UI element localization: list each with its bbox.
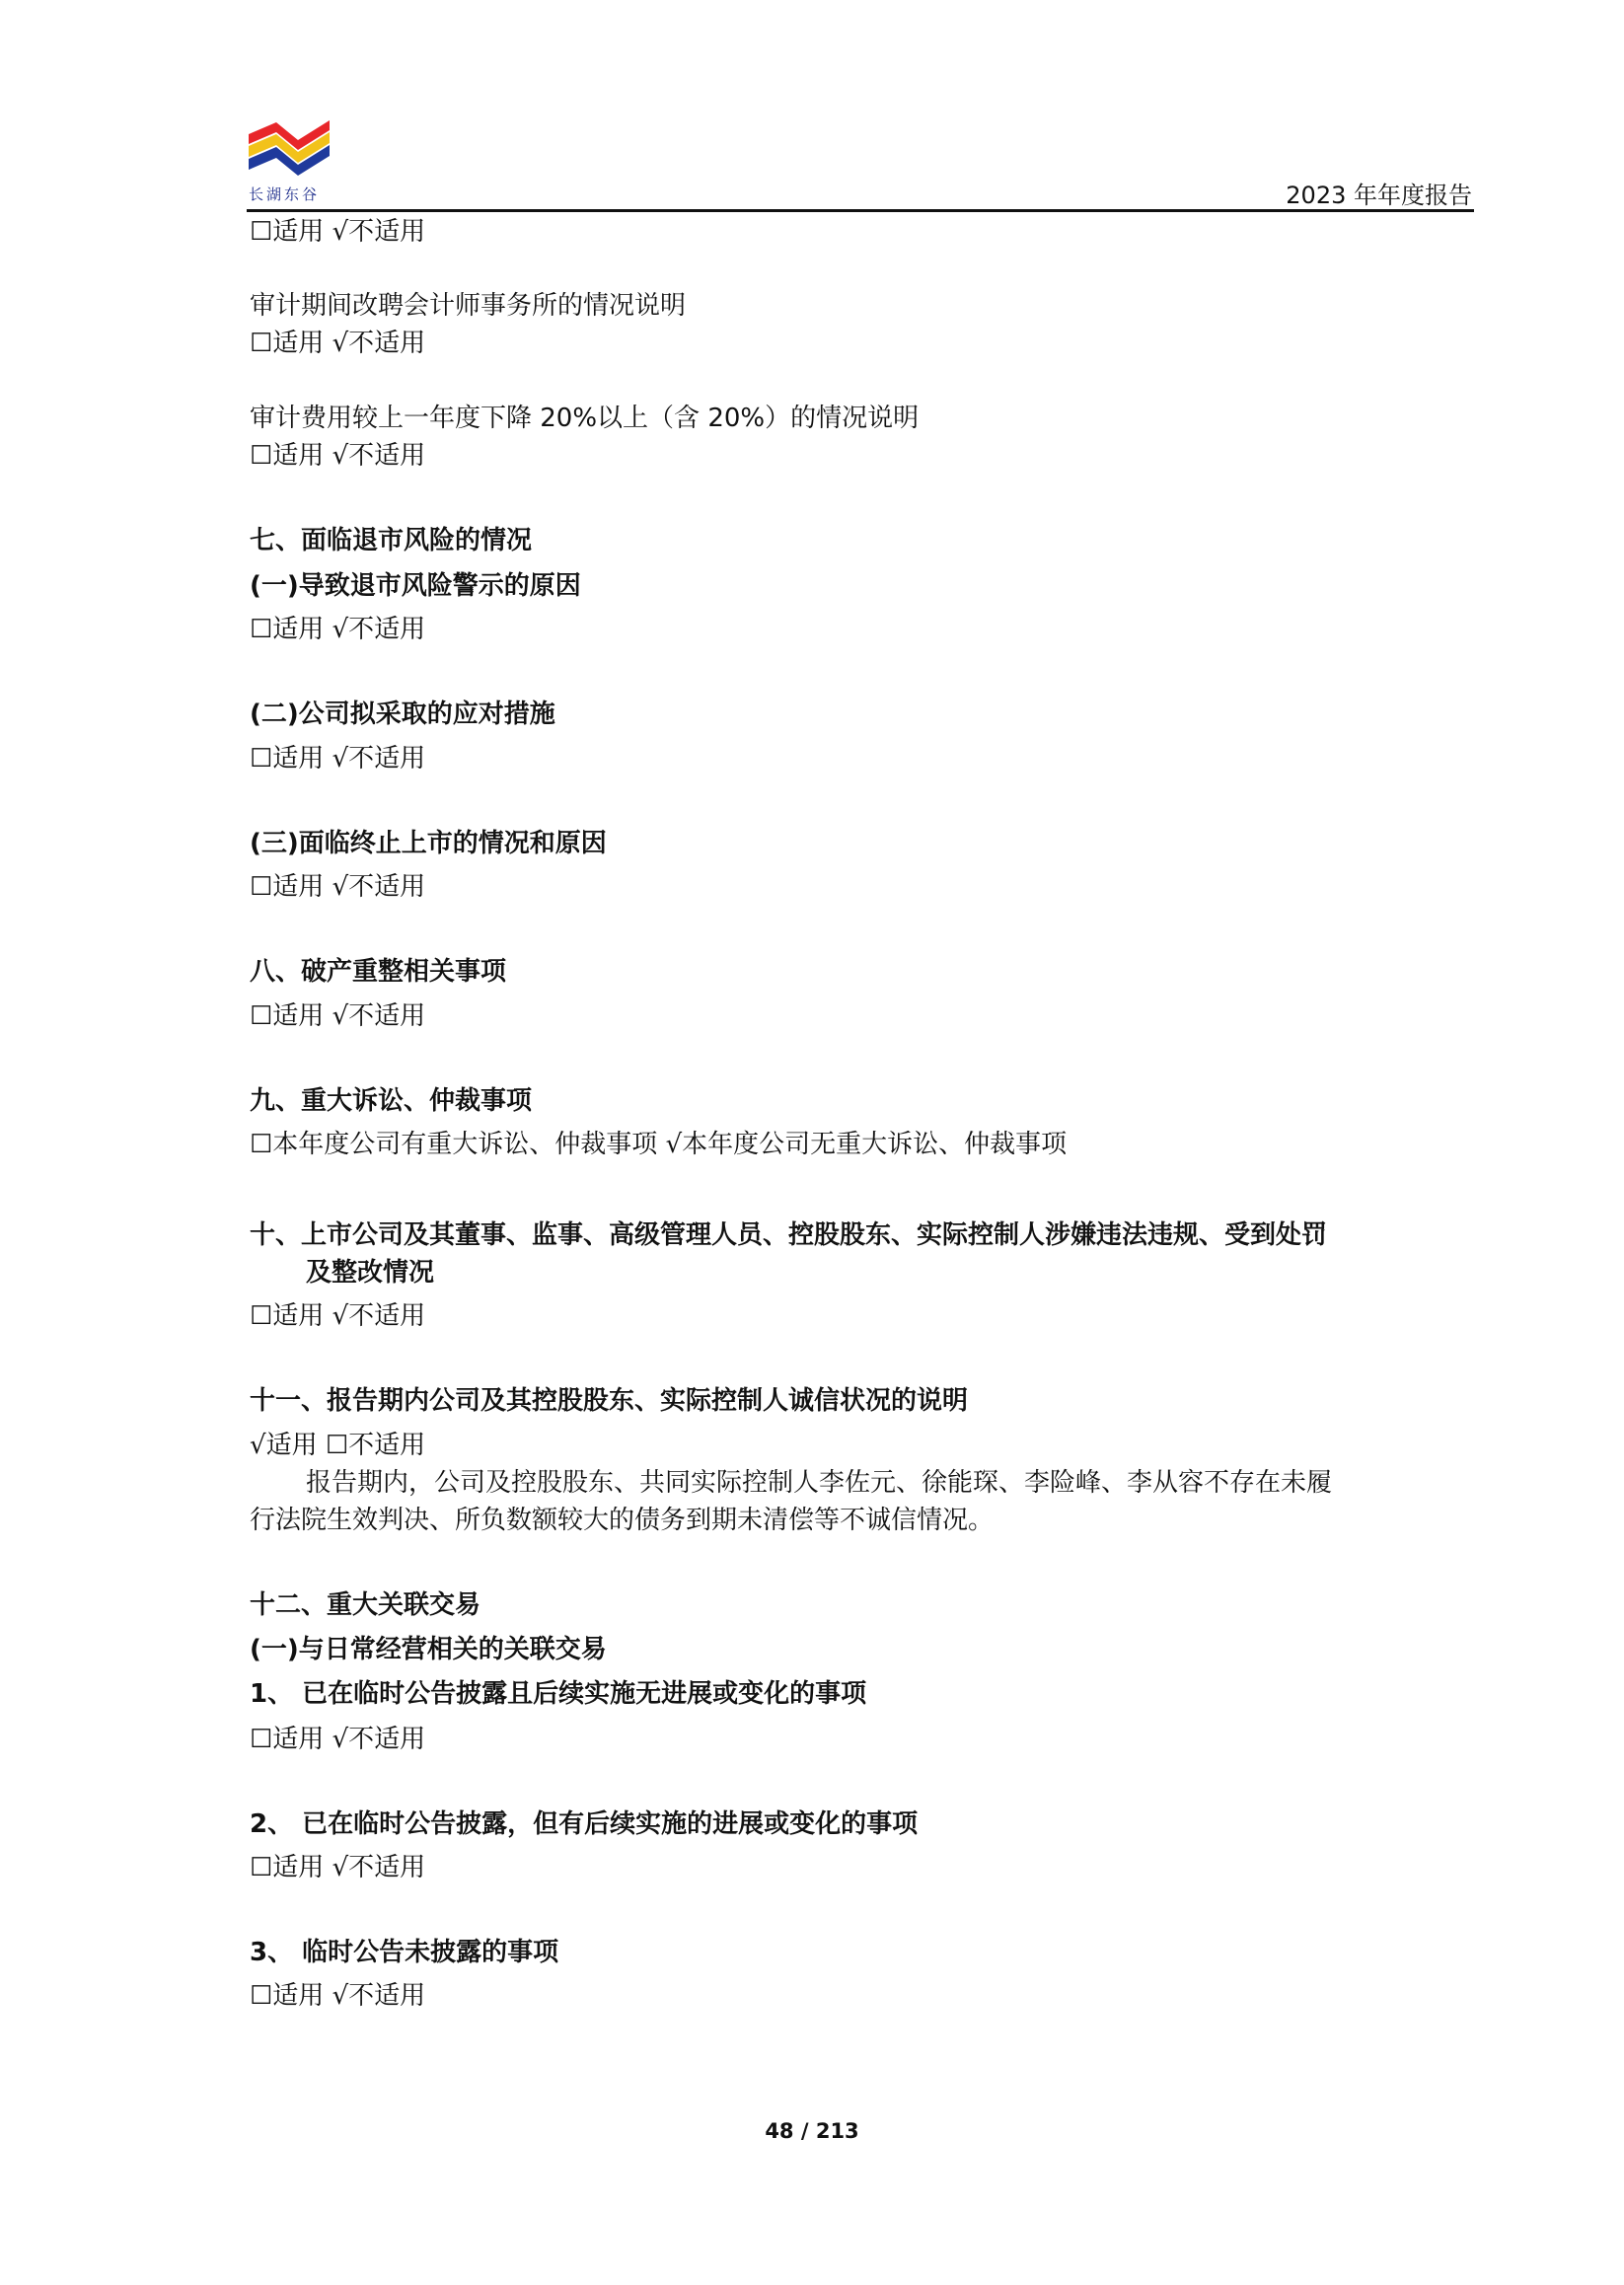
section-heading: 九、重大诉讼、仲裁事项 xyxy=(250,1086,533,1116)
section-heading: 七、面临退市风险的情况 xyxy=(250,526,533,555)
body-text: 审计费用较上一年度下降 20%以上（含 20%）的情况说明 xyxy=(250,404,920,433)
option-line: ☐适用 √不适用 xyxy=(250,1725,426,1754)
option-line: ☐适用 √不适用 xyxy=(250,217,426,247)
option-line: ☐适用 √不适用 xyxy=(250,1001,426,1031)
header-divider xyxy=(247,209,1474,212)
option-line: ☐本年度公司有重大诉讼、仲裁事项 √本年度公司无重大诉讼、仲裁事项 xyxy=(250,1130,1068,1159)
section-heading: 十、上市公司及其董事、监事、高级管理人员、控股股东、实际控制人涉嫌违法违规、受到处罚 xyxy=(250,1220,1328,1250)
item-heading: 2、 已在临时公告披露，但有后续实施的进展或变化的事项 xyxy=(250,1809,919,1839)
page-header xyxy=(247,116,1474,213)
subsection-heading: (一)与日常经营相关的关联交易 xyxy=(250,1635,607,1664)
option-line: √适用 ☐不适用 xyxy=(250,1431,426,1460)
subsection-heading: (二)公司拟采取的应对措施 xyxy=(250,700,555,729)
option-line: ☐适用 √不适用 xyxy=(250,744,426,774)
section-heading: 十一、报告期内公司及其控股股东、实际控制人诚信状况的说明 xyxy=(250,1386,969,1416)
paragraph-text: 报告期内，公司及控股股东、共同实际控制人李佐元、徐能琛、李险峰、李从容不存在未履 xyxy=(306,1468,1333,1498)
option-line: ☐适用 √不适用 xyxy=(250,1301,426,1331)
section-heading: 八、破产重整相关事项 xyxy=(250,957,507,987)
logo-caption: 长湖东谷 xyxy=(249,185,321,203)
paragraph-text: 行法院生效判决、所负数额较大的债务到期未清偿等不诚信情况。 xyxy=(250,1506,995,1535)
subsection-heading: (三)面临终止上市的情况和原因 xyxy=(250,829,607,858)
option-line: ☐适用 √不适用 xyxy=(250,329,426,358)
option-line: ☐适用 √不适用 xyxy=(250,615,426,644)
section-heading-continuation: 及整改情况 xyxy=(306,1258,435,1288)
option-line: ☐适用 √不适用 xyxy=(250,1853,426,1882)
option-line: ☐适用 √不适用 xyxy=(250,1981,426,2011)
item-heading: 3、 临时公告未披露的事项 xyxy=(250,1938,559,1967)
option-line: ☐适用 √不适用 xyxy=(250,441,426,471)
option-line: ☐适用 √不适用 xyxy=(250,872,426,902)
item-heading: 1、 已在临时公告披露且后续实施无进展或变化的事项 xyxy=(250,1679,867,1709)
body-text: 审计期间改聘会计师事务所的情况说明 xyxy=(250,291,687,321)
report-title: 2023 年年度报告 xyxy=(1286,182,1472,209)
subsection-heading: (一)导致退市风险警示的原因 xyxy=(250,571,581,601)
section-heading: 十二、重大关联交易 xyxy=(250,1590,481,1620)
page-number: 48 / 213 xyxy=(765,2119,859,2143)
